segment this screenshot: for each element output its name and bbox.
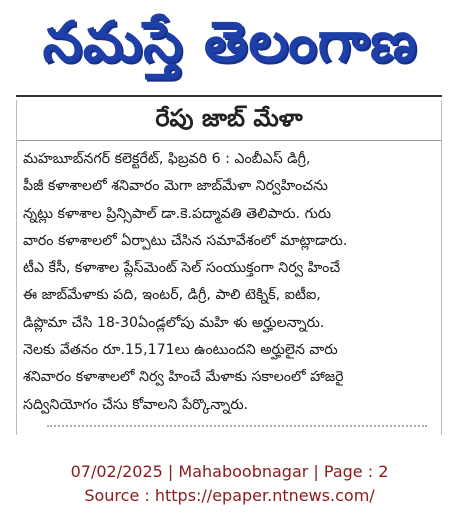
masthead-divider — [16, 95, 442, 97]
article-body — [23, 146, 437, 419]
footer-date-line: 07/02/2025 | Mahaboobnagar | Page : 2 — [70, 462, 389, 481]
article-line: వారం కళాశాలలో ఏర్పాటు చేసిన సమావేశంలో మాట్లాడారు. — [23, 232, 348, 249]
article-clipping — [16, 100, 442, 435]
article-line: పీజీ కళాశాలలో శనివారం మెగా జాబ్‌మేళా నిర్వహించను — [23, 178, 328, 195]
article-line: ఈ జాబ్‌మేళాకు పది, ఇంటర్‌, డిగ్రీ, పాలి టెక్నిక్‌, ఐటీఐ, — [23, 287, 321, 304]
article-line: నెలకు వేతనం రూ.15,171లు ఉంటుందని అర్హులైన వారు — [23, 342, 338, 359]
newspaper-masthead: నమస్తే తెలంగాణ — [42, 9, 418, 75]
article-line: టీఎ కేసీ, కళాశాల ప్లేస్‌మెంట్‌ సెల్‌ సంయుక్తంగా నిర్వ హించే — [23, 260, 341, 277]
clipping-cut-edge — [47, 425, 427, 431]
article-line: సద్వినియోగం చేసు కోవాలని పేర్కొన్నారు. — [23, 396, 249, 413]
article-line: న్నట్లు కళాశాల ప్రిన్సిపాల్‌ డా.కె.పద్మావతి తెలిపారు. గురు — [23, 205, 332, 222]
footer-source-line: Source : https://epaper.ntnews.com/ — [84, 486, 375, 505]
article-line: శనివారం కళాశాలలో నిర్వ హించే మేళాకు సకాలంలో హాజరై — [23, 369, 344, 386]
article-line: డిప్లొమా చేసి 18-30ఏండ్లలోపు మహి ళు అర్హులన్నారు. — [23, 314, 325, 331]
article-headline: రేపు జాబ్‌ మేళా — [155, 104, 303, 132]
headline-divider — [17, 140, 441, 141]
article-line: మహబూబ్‌నగర్‌ కలెక్టరేట్‌, ఫిబ్రవరి 6 : ఎంబీఎస్‌ డిగ్రీ, — [23, 151, 311, 167]
